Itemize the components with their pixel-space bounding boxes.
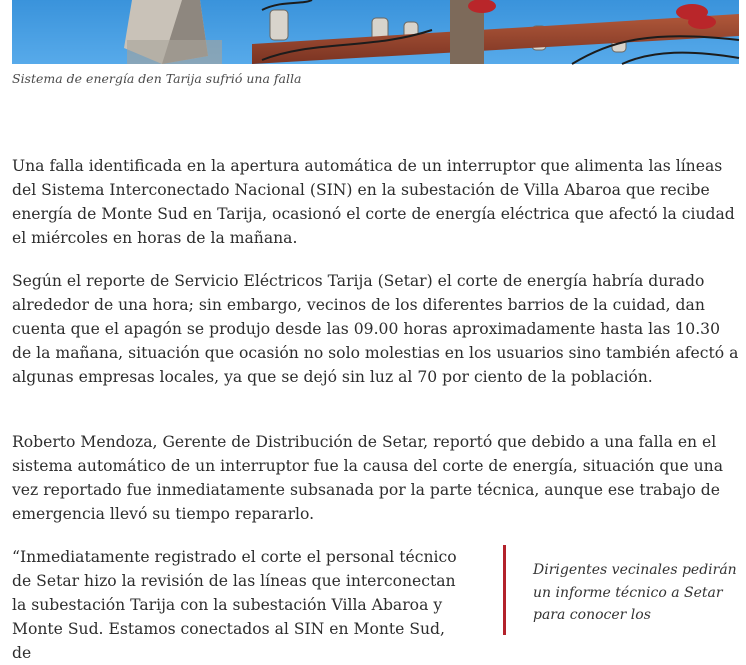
article-paragraph-2: Según el reporte de Servicio Eléctricos Tarija (Setar) el corte de energía habría durado alrededor de una hora; sin embargo, vecinos de los diferentes barrios de la cuidad, dan cuenta que el apagón se produjo desde las 09.00 horas aproximadamente hasta las 10.30 de la mañana, situación que ocasión no solo molestias en los usuarios sino también afectó a algunas empresas locales, ya que se dejó sin luz al 70 por ciento de la población. xyxy=(12,272,739,386)
pull-quote-text: Dirigentes vecinales pedirán un informe técnico a Setar para conocer los xyxy=(533,562,737,623)
article-paragraph-1: Una falla identificada en la apertura automática de un interruptor que alimenta las líneas del Sistema Interconectado Nacional (SIN) en la subestación de Villa Abaroa que recibe energía de Monte Sud en Tarija, ocasionó el corte de energía eléctrica que afectó la ciudad el miércoles en horas de la mañana. xyxy=(12,157,735,247)
power-lines-photo xyxy=(12,0,739,64)
article-paragraph-4: “Inmediatamente registrado el corte el personal técnico de Setar hizo la revisión de las líneas que interconectan la subestación Tarija con la subestación Villa Abaroa y Monte Sud. Estamos conectados al SIN en Monte Sud, de xyxy=(12,548,457,662)
image-caption: Sistema de energía den Tarija sufrió una falla xyxy=(12,71,302,86)
pull-quote xyxy=(503,545,743,635)
article-paragraph-3: Roberto Mendoza, Gerente de Distribución de Setar, reportó que debido a una falla en el sistema automático de un interruptor fue la causa del corte de energía, situación que una vez reportado fue inmediatamente subsanada por la parte técnica, aunque ese trabajo de emergencia llevó su tiempo repararlo. xyxy=(12,433,724,523)
article-hero-image xyxy=(12,0,739,64)
